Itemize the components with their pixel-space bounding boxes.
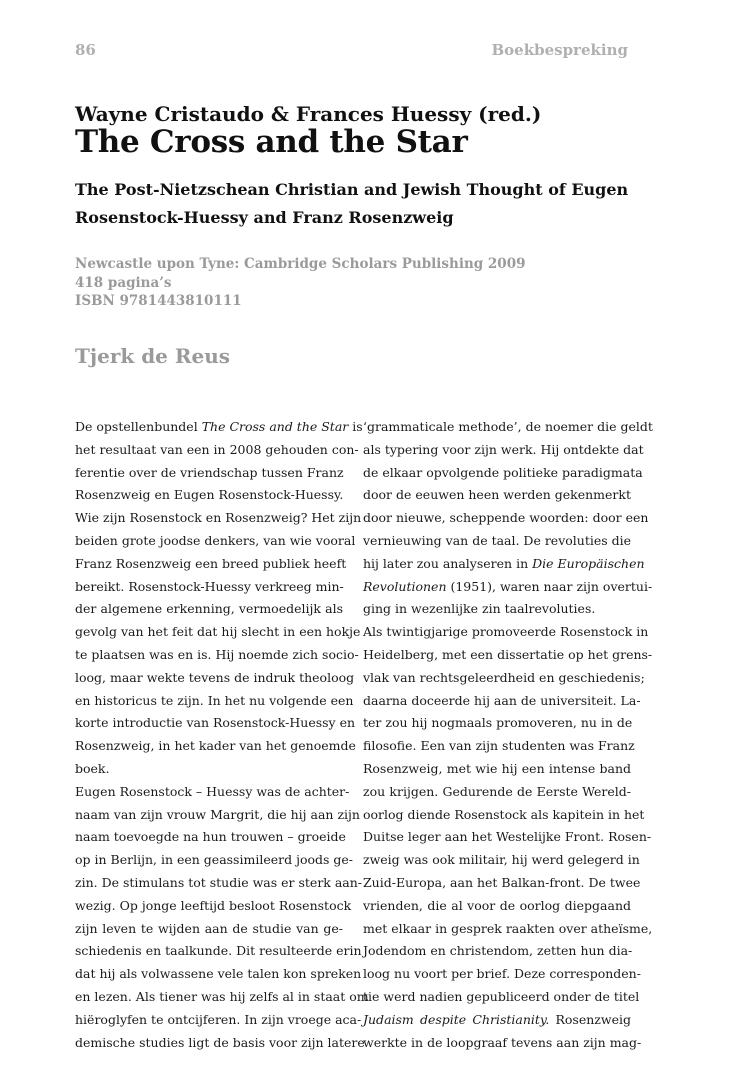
text-line	[75, 849, 354, 872]
text-segment: Rosenzweig, met wie hij een intense band	[363, 760, 631, 776]
text-line	[363, 530, 631, 553]
text-segment: gevolg van het feit dat hij slecht in een hokje	[75, 624, 361, 640]
text-line	[363, 758, 631, 781]
text-line	[75, 872, 363, 895]
text-segment: vernieuwing van de taal. De revoluties die	[363, 532, 632, 548]
text-line	[75, 462, 343, 485]
text-line	[363, 872, 641, 895]
text-line	[363, 826, 652, 849]
text-segment: vlak van rechtsgeleerdheid en geschiedenis;	[363, 669, 645, 685]
text-line	[363, 918, 653, 941]
text-segment: te plaatsen was en is. Hij noemde zich socio-	[75, 646, 359, 662]
text-segment: met elkaar in gesprek raakten over atheïsme,	[363, 920, 653, 936]
text-line	[75, 416, 363, 439]
text-line	[75, 530, 356, 553]
text-segment: Rosenzweig, in het kader van het genoemde	[75, 738, 356, 754]
text-segment: korte introductie van Rosenstock-Huessy en	[75, 715, 356, 731]
text-segment: zou krijgen. Gedurende de Eerste Wereld-	[363, 783, 631, 799]
text-line	[363, 781, 631, 804]
text-segment: loog nu voort per brief. Deze corresponden-	[363, 966, 641, 982]
text-line	[75, 644, 359, 667]
text-segment: hij later zou analyseren in	[363, 555, 533, 571]
text-line	[75, 1009, 362, 1032]
text-line	[75, 826, 346, 849]
text-segment: Eugen Rosenstock – Huessy was de achter-	[75, 783, 350, 799]
text-segment: zin. De stimulans tot studie was er sterk aan-	[75, 874, 363, 890]
book-subtitle-line: The Post-Nietzschean Christian and Jewish Thought of Eugen	[75, 180, 629, 199]
page-number: 86	[75, 41, 96, 59]
book-title: The Cross and the Star	[75, 124, 468, 160]
page-count: 418 pagina’s	[75, 274, 172, 291]
book-subtitle-line: Rosenstock-Huessy and Franz Rosenzweig	[75, 208, 454, 227]
book-editors: Wayne Cristaudo & Frances Huessy (red.)	[75, 102, 542, 126]
text-line	[363, 712, 631, 735]
text-line	[363, 963, 641, 986]
text-segment: dat hij als volwassene vele talen kon spreken	[75, 966, 362, 982]
text-line	[363, 621, 649, 644]
body-column-right	[363, 416, 653, 1054]
text-line	[75, 1032, 365, 1055]
text-segment: Duitse leger aan het Westelijke Front. Rosen-	[363, 829, 652, 845]
isbn: ISBN 9781443810111	[75, 293, 242, 309]
text-line	[363, 690, 641, 713]
text-line	[75, 598, 343, 621]
text-segment: ter zou hij nogmaals promoveren, nu in de	[363, 715, 633, 731]
text-segment: als typering voor zijn werk. Hij ontdekte dat	[363, 441, 644, 457]
text-segment: De opstellenbundel	[75, 419, 202, 434]
text-segment: is	[348, 419, 363, 434]
text-segment: Als twintigjarige promoveerde Rosenstock in	[363, 624, 649, 640]
body-column-left	[75, 416, 369, 1054]
italic-title: The Cross and the Star	[201, 419, 349, 434]
text-segment: der algemene erkenning, vermoedelijk als	[75, 601, 343, 617]
text-segment: zijn leven te wijden aan de studie van ge-	[75, 920, 343, 936]
publication-info	[75, 255, 525, 311]
italic-title: Judaism despite Christianity.	[363, 1011, 550, 1027]
text-segment: hiëroglyfen te ontcijferen. In zijn vroege aca-	[75, 1011, 362, 1027]
text-line	[363, 439, 644, 462]
text-segment: Wie zijn Rosenstock en Rosenzweig? Het zijn	[75, 510, 362, 526]
text-segment: Zuid-Europa, aan het Balkan-front. De twee	[363, 874, 641, 890]
text-segment: naam toevoegde na hun trouwen – groeide	[75, 829, 346, 845]
text-segment: ferentie over de vriendschap tussen Franz	[75, 464, 344, 480]
text-segment: loog, maar wekte tevens de indruk theoloog	[75, 669, 355, 685]
text-segment: door nieuwe, scheppende woorden: door een	[363, 510, 649, 526]
text-segment: ‘grammaticale methode’, de noemer die geldt	[363, 419, 653, 434]
book-subtitle	[75, 176, 665, 232]
section-header: Boekbespreking	[491, 41, 628, 59]
text-segment: het resultaat van een in 2008 gehouden con-	[75, 441, 359, 457]
text-line	[363, 576, 653, 599]
publisher: Newcastle upon Tyne: Cambridge Scholars Publishing 2009	[75, 256, 526, 272]
text-line	[363, 986, 640, 1009]
text-segment: zweig was ook militair, hij werd gelegerd in	[363, 852, 640, 868]
text-segment: werkte in de loopgraaf tevens aan zijn mag-	[363, 1034, 642, 1050]
text-line	[363, 462, 643, 485]
text-segment: (1951), waren naar zijn overtui-	[446, 578, 653, 594]
text-line	[363, 804, 645, 827]
text-line	[75, 553, 347, 576]
text-line	[75, 986, 369, 1009]
text-line	[75, 895, 352, 918]
text-line	[363, 416, 653, 439]
text-segment: daarna doceerde hij aan de universiteit. La-	[363, 692, 641, 708]
text-line	[75, 758, 343, 781]
text-line	[75, 439, 359, 462]
italic-title: Revolutionen	[363, 578, 447, 594]
text-line	[75, 963, 362, 986]
text-line	[363, 667, 645, 690]
text-line	[75, 940, 362, 963]
text-line	[363, 849, 640, 872]
text-line	[363, 1009, 631, 1032]
text-segment: ging in wezenlijke zin taalrevoluties.	[363, 601, 596, 617]
text-segment: Rosenzweig	[549, 1011, 631, 1027]
text-segment: wezig. Op jonge leeftijd besloot Rosenstock	[75, 897, 352, 913]
text-segment: tie werd nadien gepubliceerd onder de titel	[363, 988, 640, 1004]
text-line	[363, 1032, 642, 1055]
italic-title: Die Europäischen	[532, 555, 645, 571]
text-line	[75, 484, 343, 507]
text-segment: boek.	[75, 760, 110, 776]
text-line	[75, 918, 343, 941]
text-line	[75, 576, 343, 599]
text-line	[363, 598, 631, 621]
text-line	[75, 667, 355, 690]
text-segment: de elkaar opvolgende politieke paradigmata	[363, 464, 643, 480]
text-segment: Heidelberg, met een dissertatie op het grens-	[363, 646, 653, 662]
text-line	[363, 895, 631, 918]
text-segment: filosofie. Een van zijn studenten was Franz	[363, 738, 635, 754]
text-segment: beiden grote joodse denkers, van wie vooral	[75, 532, 356, 548]
text-line	[363, 644, 653, 667]
text-segment: door de eeuwen heen werden gekenmerkt	[363, 487, 631, 503]
text-segment: bereikt. Rosenstock-Huessy verkreeg min-	[75, 578, 344, 594]
reviewer-name: Tjerk de Reus	[75, 344, 231, 368]
text-line	[75, 621, 361, 644]
text-segment: en lezen. Als tiener was hij zelfs al in staat om	[75, 988, 369, 1004]
text-segment: Franz Rosenzweig een breed publiek heeft	[75, 555, 347, 571]
text-line	[363, 507, 649, 530]
text-line	[363, 735, 635, 758]
text-segment: oorlog diende Rosenstock als kapitein in het	[363, 806, 645, 822]
text-line	[75, 712, 356, 735]
text-line	[75, 735, 356, 758]
text-line	[75, 690, 354, 713]
text-line	[363, 553, 645, 576]
text-segment: Rosenzweig en Eugen Rosenstock-Huessy.	[75, 487, 344, 503]
text-line	[75, 804, 360, 827]
text-line	[75, 507, 362, 530]
text-segment: Jodendom en christendom, zetten hun dia-	[363, 943, 633, 959]
text-line	[363, 484, 631, 507]
text-segment: op in Berlijn, in een geassimileerd joods ge-	[75, 852, 354, 868]
text-segment: vrienden, die al voor de oorlog diepgaand	[363, 897, 631, 913]
text-line	[75, 781, 350, 804]
text-segment: demische studies ligt de basis voor zijn latere	[75, 1034, 365, 1050]
text-segment: schiedenis en taalkunde. Dit resulteerde erin	[75, 943, 362, 959]
text-segment: en historicus te zijn. In het nu volgende een	[75, 692, 354, 708]
text-line	[363, 940, 631, 963]
text-segment: naam van zijn vrouw Margrit, die hij aan zijn	[75, 806, 360, 822]
